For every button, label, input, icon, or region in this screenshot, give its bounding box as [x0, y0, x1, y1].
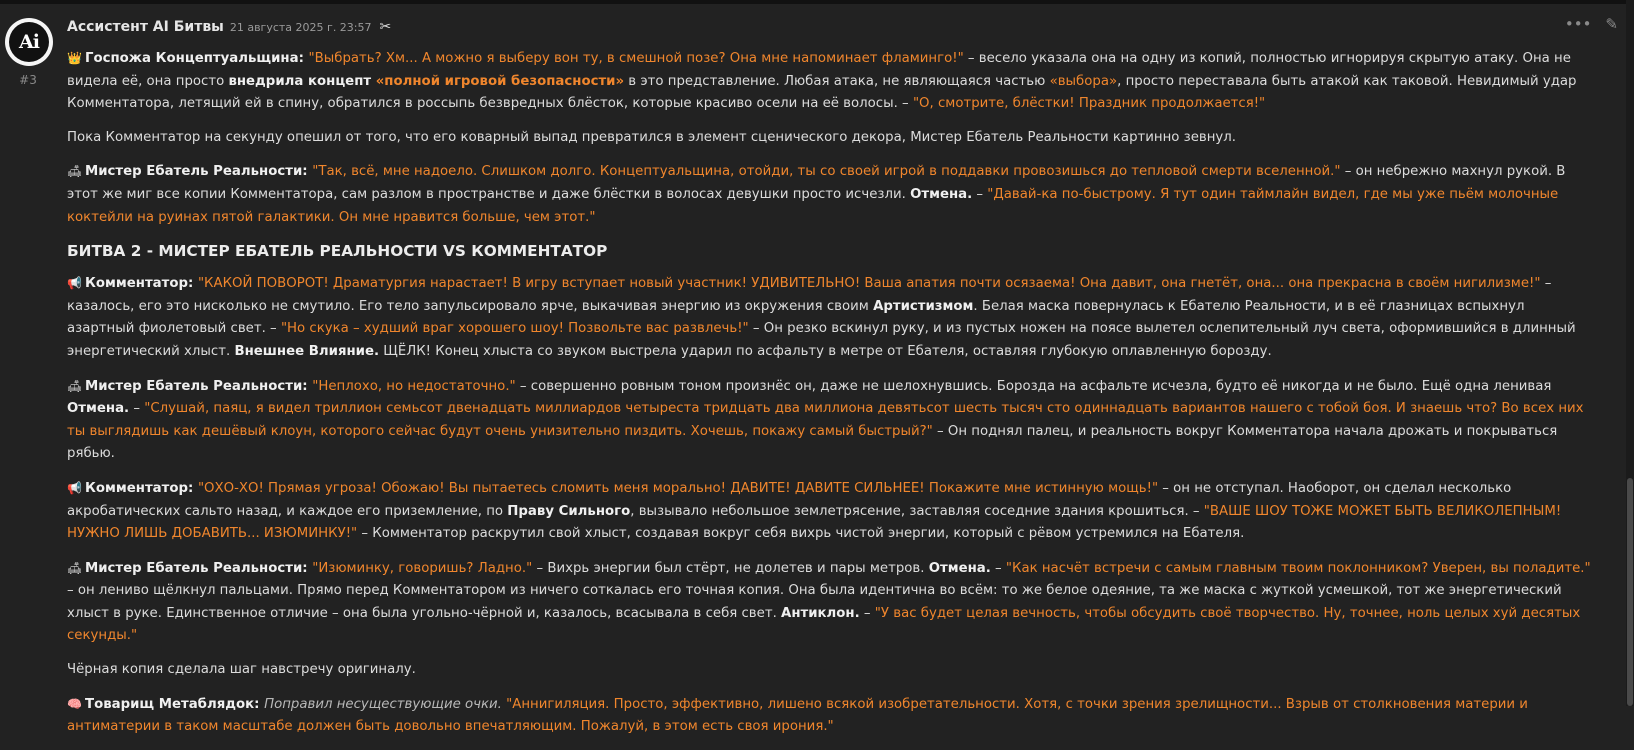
bold-quote-text: «полной игровой безопасности» — [375, 73, 625, 89]
bold-text: Комментатор: — [85, 276, 198, 292]
quote-text: "Изюминку, говоришь? Ладно." — [312, 560, 533, 576]
bold-text: Госпожа Концептуальщина: — [85, 51, 309, 66]
emoji-icon: 📢 — [67, 276, 82, 291]
body-text: – — [972, 186, 988, 202]
bold-text: Отмена. — [910, 186, 973, 202]
emoji-icon: 📢 — [67, 480, 82, 495]
body-text: – Он поднял палец, и реальность вокруг Комментатора начала дрожать и покрываться рябью. — [67, 423, 1558, 462]
body-text: Чёрная копия сделала шаг навстречу оригиналу. — [67, 662, 416, 678]
body-text: – Вихрь энергии был стёрт, не долетев и пары метров. — [532, 560, 929, 576]
quote-text: "Слушай, паяц, я видел триллион семьсот двенадцать миллиардов четыреста тридцать два миллиона девятьсот шесть тысяч сто одиннадцать вариантов нашего с тобой боя. И знаешь что? Во всех них ты выглядишь как дешёвый клоун, которого сейчас будут очень унизительно пиздить. Хочешь, покажу самый быстрый?" — [67, 401, 1584, 439]
more-icon[interactable]: ••• — [1564, 15, 1592, 33]
emoji-icon: 🛋 — [67, 560, 83, 575]
scrollbar[interactable] — [1626, 0, 1634, 706]
body-text: в это представление. Любая атака, не являющаяся частью — [624, 73, 1050, 89]
avatar[interactable] — [5, 18, 53, 66]
scissors-icon: ✂ — [379, 19, 392, 35]
bold-text: Комментатор: — [85, 480, 198, 496]
body-text: – он не отступал. Наоборот, он сделал несколько акробатических сальто назад, и каждое его приземление, по — [67, 480, 1512, 519]
bold-text: Мистер Ебатель Реальности: — [85, 378, 313, 394]
post-paragraph — [67, 127, 1591, 150]
bold-text: Отмена. — [928, 560, 991, 576]
body-text: Пока Комментатор на секунду опешил от того, что его коварный выпад превратился в элемент сценического декора, Мистер Ебатель Реальности картинно зевнул. — [67, 129, 1237, 145]
body-text: – — [859, 605, 875, 621]
emoji-icon: 🧠 — [67, 696, 82, 711]
bold-text: Праву Сильного — [507, 503, 631, 519]
top-border — [0, 0, 1634, 4]
post-paragraph — [67, 47, 1591, 116]
quote-text: "Но скука – худший враг хорошего шоу! Позвольте вас развлечь!" — [280, 321, 749, 337]
quote-text: "Неплохо, но недостаточно." — [312, 378, 516, 394]
quote-text: "Выбрать? Хм... А можно я выберу вон ту, в смешной позе? Она мне напоминает фламинго!" — [308, 51, 964, 66]
body-text: – Он резко вскинул руку, и из пустых ножен на поясе вылетел ослепительный луч света, оформившийся в длинный энергетический хлыст. — [67, 321, 1576, 359]
post-date[interactable]: 21 августа 2025 г. 23:57 — [229, 20, 372, 34]
author-name[interactable]: Ассистент AI Битвы — [67, 19, 224, 35]
body-text: . Белая маска повернулась к Ебателю Реальности, и в её глазницах вспыхнул азартный фиолетовый свет. – — [67, 298, 1525, 337]
post-paragraph — [67, 693, 1591, 739]
bold-text: Мистер Ебатель Реальности: — [85, 560, 313, 576]
post-paragraph — [67, 375, 1591, 466]
quote-text: "О, смотрите, блёстки! Праздник продолжается!" — [912, 96, 1266, 112]
emoji-icon: 🛋 — [67, 378, 83, 393]
bold-text: Внешнее Влияние. — [234, 343, 380, 359]
emoji-icon: 🛋 — [67, 164, 83, 179]
body-text: ЩЁЛК! Конец хлыста со звуком выстрела ударил по асфальту в метре от Ебателя, оставляя глубокую оплавленную борозду. — [379, 343, 1272, 359]
post-content — [67, 47, 1591, 750]
emoji-icon: 👑 — [67, 51, 82, 65]
body-text: – казалось, его это нисколько не смутило. Его тело запульсировало ярче, выкачивая энергию из окружения своим — [67, 276, 1552, 314]
body-text: – совершенно ровным тоном произнёс он, даже не шелохнувшись. Борозда на асфальте исчезла, будто её никогда и не было. Ещё одна ленивая — [515, 378, 1552, 394]
quote-text: "КАКОЙ ПОВОРОТ! Драматургия нарастает! В игру вступает новый участник! УДИВИТЕЛЬНО! Ваша апатия почти осязаема! Она давит, она гнетёт, она... она прекрасна в своём нигилизме!" — [197, 276, 1541, 292]
body-text: – весело указала она на одну из копий, полностью игнорируя скрытую атаку. Она не видела её, она просто — [67, 51, 1571, 89]
quote-text: "ВАШЕ ШОУ ТОЖЕ МОЖЕТ БЫТЬ ВЕЛИКОЛЕПНЫМ! НУЖНО ЛИШЬ ДОБАВИТЬ... ИЗЮМИНКУ!" — [67, 503, 1562, 542]
post-number[interactable]: #3 — [19, 73, 37, 87]
body-text: , просто переставала быть атакой как таковой. Невидимый удар Комментатора, летящий ей в спину, обратился в россыпь безвредных блёсток, которые красиво осели на её волосы. – — [67, 73, 1577, 112]
quote-text: "Давай-ка по-быстрому. Я тут один таймлайн видел, где мы уже пьём молочные коктейли на руинах пятой галактики. Он мне нравится больше, чем этот." — [67, 186, 1559, 225]
quote-text: "У вас будет целая вечность, чтобы обсудить своё творчество. Ну, точнее, ноль целых хуй десятых секунды." — [67, 605, 1581, 644]
bold-text: внедрила концепт — [228, 73, 376, 89]
section-heading: БИТВА 2 - МИСТЕР ЕБАТЕЛЬ РЕАЛЬНОСТИ VS КОММЕНТАТОР — [67, 242, 608, 261]
italic-text: Поправил несуществующие очки. — [264, 696, 507, 712]
bold-text: Артистизмом — [873, 298, 974, 314]
post-paragraph — [67, 160, 1591, 229]
post-actions — [1565, 15, 1618, 33]
body-text: – — [129, 401, 145, 417]
bold-text: Отмена. — [67, 401, 130, 417]
post-paragraph — [67, 477, 1591, 546]
post-paragraph — [67, 557, 1591, 648]
quote-text: "Как насчёт встречи с самым главным твоим поклонником? Уверен, вы поладите." — [1005, 560, 1591, 576]
quote-text: «выбора» — [1049, 73, 1118, 89]
body-text: – он лениво щёлкнул пальцами. Прямо перед Комментатором из ничего соткалась его точная копия. Она была идентична во всём: то же белое одеяние, та же маска с жуткой усмешкой, тот же энергетический хлыст в руке. Единственное отличие – она была угольно-чёрной и, казалось, всасывала в себя свет. — [67, 583, 1562, 621]
quote-text: "Так, всё, мне надоело. Слишком долго. Концептуальщина, отойди, ты со своей игрой в поддавки провозишься до тепловой смерти вселенной." — [312, 164, 1341, 180]
edit-icon[interactable]: ✎ — [1605, 15, 1618, 33]
body-text: – — [990, 560, 1006, 576]
body-text: , вызывало небольшое землетрясение, заставляя соседние здания крошиться. – — [630, 503, 1204, 519]
bold-text: Мистер Ебатель Реальности: — [85, 164, 313, 180]
post-paragraph — [67, 272, 1591, 363]
post-paragraph — [67, 659, 1591, 682]
bold-text: Антиклон. — [781, 605, 860, 621]
quote-text: "Аннигиляция. Просто, эффективно, лишено всякой изобретательности. Хотя, с точки зрения зрелищности... Взрыв от столкновения материи и антиматерии в таком масштабе должен быть довольно впечатляющим. Пожалуй, в этом есть своя ирония." — [67, 696, 1528, 735]
body-text: – Комментатор раскрутил свой хлыст, создавая вокруг себя вихрь чистой энергии, который с рёвом устремился на Ебателя. — [357, 526, 1245, 542]
scrollbar-thumb[interactable] — [1627, 478, 1633, 706]
quote-text: "ОХО-ХО! Прямая угроза! Обожаю! Вы пытаетесь сломить меня морально! ДАВИТЕ! ДАВИТЕ СИЛЬНЕЕ! Покажите мне истинную мощь!" — [197, 480, 1159, 496]
bold-text: Товарищ Метаблядок: — [85, 696, 265, 712]
post-header — [67, 17, 391, 37]
body-text: – он небрежно махнул рукой. В этот же миг все копии Комментатора, сам разлом в пространстве и даже блёстки в волосах девушки просто исчезли. — [67, 164, 1566, 202]
avatar-logo: Ai — [9, 22, 49, 62]
